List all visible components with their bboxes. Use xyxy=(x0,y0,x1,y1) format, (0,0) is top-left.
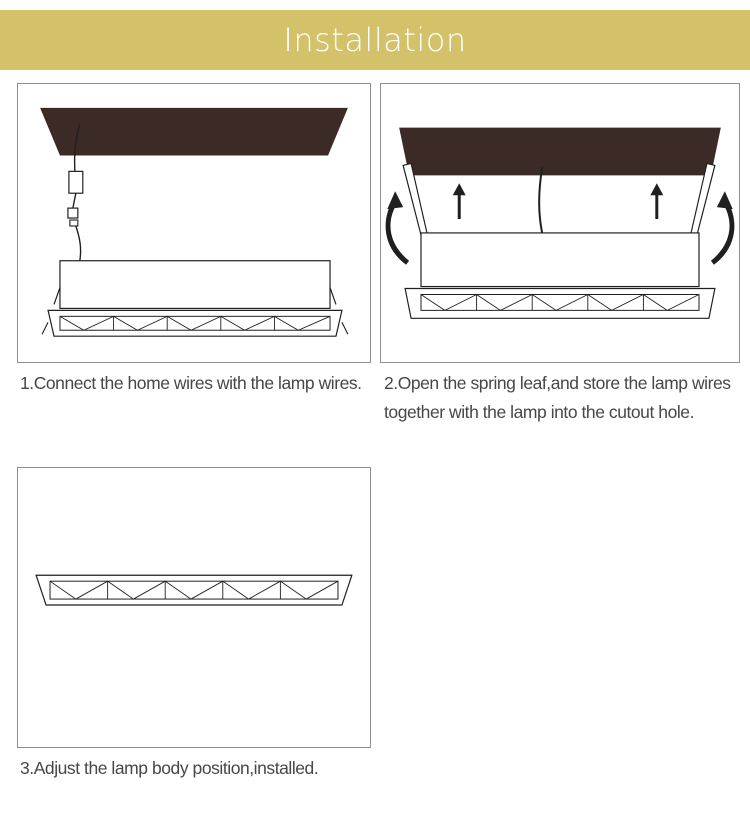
step-1-diagram xyxy=(18,84,370,362)
lamp-trim xyxy=(405,289,715,319)
lamp-trim xyxy=(48,310,342,336)
step-2-caption: 2.Open the spring leaf,and store the lamp wires together with the lamp into the cutout hole. xyxy=(384,373,731,422)
step-1-caption: 1.Connect the home wires with the lamp wires. xyxy=(20,373,362,393)
ceiling-slab xyxy=(40,108,348,156)
step-2-illustration xyxy=(380,83,740,363)
lamp-wire xyxy=(539,167,542,233)
up-arrow-icon xyxy=(650,183,663,219)
step-3-illustration xyxy=(17,467,371,748)
step-3-diagram xyxy=(18,468,370,747)
up-arrow-icon xyxy=(453,183,466,219)
section-title: Installation xyxy=(283,21,467,59)
lamp-wire xyxy=(76,226,81,261)
section-header xyxy=(0,10,750,70)
rotate-arrow-icon xyxy=(386,191,409,264)
step-1-illustration xyxy=(17,83,371,363)
ceiling-slab xyxy=(399,128,721,176)
lamp-body xyxy=(421,233,699,287)
wire-connector xyxy=(68,208,78,218)
rotate-arrow-icon xyxy=(711,191,734,264)
lamp-trim xyxy=(36,575,352,605)
step-3-caption: 3.Adjust the lamp body position,installed. xyxy=(20,758,319,778)
step-2-diagram xyxy=(381,84,739,362)
lamp-body xyxy=(60,261,330,309)
junction-box xyxy=(69,171,83,193)
